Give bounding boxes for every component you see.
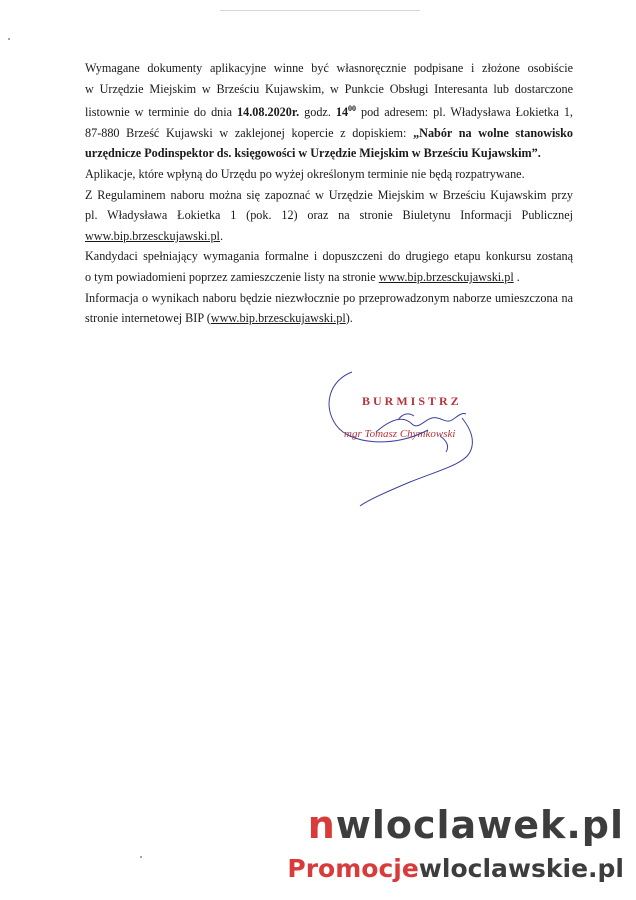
envelope-note-part-2: urzędnicze Podinspektor ds. księgowości w Urzędzie Miejskim w Brześciu Kujawskim”	[85, 146, 538, 161]
envelope-note-part-1: „Nabór na wolne stanowisko	[413, 125, 573, 140]
scan-edge-line	[220, 10, 420, 11]
stamp-title: BURMISTRZ	[362, 394, 462, 408]
bip-link-2[interactable]: www.bip.brzesckujawski.pl	[378, 269, 514, 284]
deadline-hour: 14	[335, 105, 349, 120]
paragraph-1-line-4: 87-880 Brześć Kujawski w zaklejonej kopercie z dopiskiem: „Nabór na wolne stanowisko	[85, 125, 573, 140]
paragraph-5-line-1: Informacja o wynikach naboru będzie niezwłocznie po przeprowadzonym naborze umieszczona na	[85, 290, 573, 305]
bip-link-3[interactable]: www.bip.brzesckujawski.pl	[210, 311, 346, 326]
stamp-name: mgr Tomasz Chymkowski	[344, 428, 456, 440]
paragraph-1-line-1: Wymagane dokumenty aplikacyjne winne być własnoręcznie podpisane i złożone osobiście	[85, 61, 573, 75]
paragraph-4-line-2: o tym powiadomieni poprzez zamieszczenie listy na stronie www.bip.brzesckujawski.pl .	[85, 269, 520, 284]
scan-speck	[140, 856, 142, 858]
paragraph-1-line-2: w Urzędzie Miejskim w Brześciu Kujawskim, w Punkcie Obsługi Interesanta lub dostarczone	[85, 81, 573, 96]
paragraph-3-line-2: pl. Władysława Łokietka 1 (pok. 12) oraz na stronie Biuletynu Informacji Publicznej	[85, 208, 573, 223]
paragraph-1-line-3: listownie w terminie do dnia 14.08.2020r. godz. $14^{00}$ pod adresem: pl. Władysława Łokietka 1,	[85, 104, 573, 120]
scan-speck	[8, 38, 10, 40]
paragraph-4-line-1: Kandydaci spełniający wymagania formalne i dopuszczeni do drugiego etapu konkursu zostaną	[85, 249, 573, 264]
paragraph-3-line-3: www.bip.brzesckujawski.pl.	[85, 228, 223, 243]
watermark-secondary: Promocjewloclawskie.pl	[287, 854, 624, 883]
paragraph-5-line-2: stronie internetowej BIP (www.bip.brzesckujawski.pl).	[85, 311, 353, 326]
deadline-date: 14.08.2020r.	[237, 105, 300, 120]
bip-link-1[interactable]: www.bip.brzesckujawski.pl	[85, 228, 220, 243]
paragraph-1-line-5: urzędnicze Podinspektor ds. księgowości w Urzędzie Miejskim w Brześciu Kujawskim”.	[85, 146, 541, 161]
paragraph-3-line-1: Z Regulaminem naboru można się zapoznać w Urzędzie Miejskim w Brześciu Kujawskim przy	[85, 187, 573, 202]
body-text	[85, 58, 573, 329]
deadline-minutes: 00	[348, 104, 357, 114]
watermark-primary: nwloclawek.pl	[307, 803, 624, 847]
paragraph-2: Aplikacje, które wpłyną do Urzędu po wyżej określonym terminie nie będą rozpatrywane.	[85, 166, 525, 181]
signature-stamp	[338, 390, 518, 520]
